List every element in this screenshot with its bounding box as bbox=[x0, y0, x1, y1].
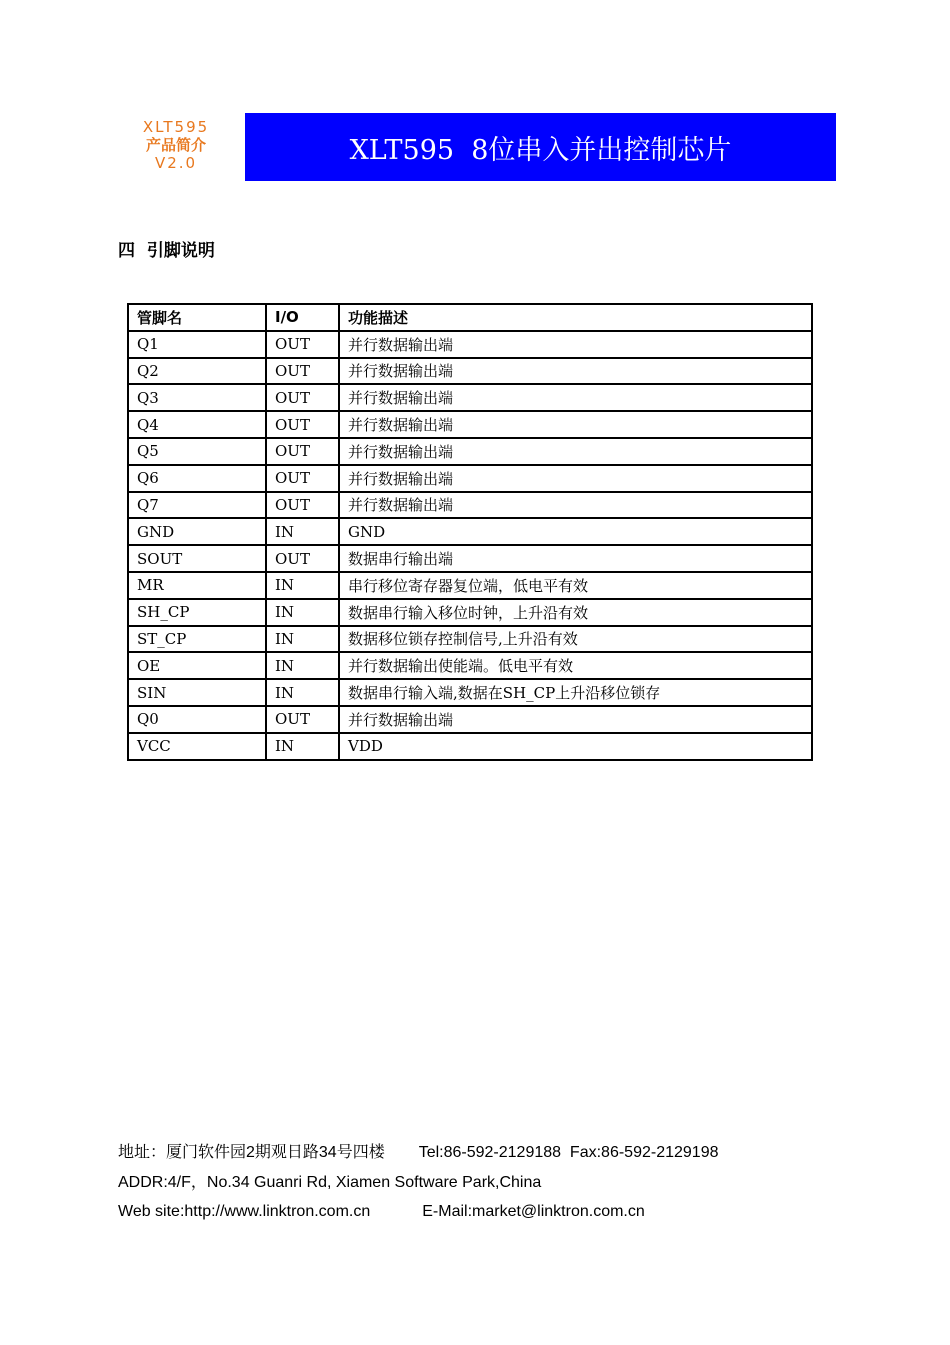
header-description: 功能描述 bbox=[339, 304, 812, 331]
footer-address-en: ADDR:4/F，No.34 Guanri Rd, Xiamen Software Park,China bbox=[118, 1173, 542, 1191]
pin-description: 并行数据输出端 bbox=[339, 492, 812, 519]
doc-label bbox=[120, 118, 232, 172]
pin-description: 并行数据输出使能端。低电平有效 bbox=[339, 652, 812, 679]
pin-io: IN bbox=[266, 599, 339, 626]
pin-name: Q6 bbox=[128, 465, 266, 492]
pin-name: Q1 bbox=[128, 331, 266, 358]
table-row bbox=[128, 733, 812, 760]
pin-io: OUT bbox=[266, 465, 339, 492]
table-row bbox=[128, 358, 812, 385]
pin-name: SOUT bbox=[128, 545, 266, 572]
table-row bbox=[128, 384, 812, 411]
pin-io: OUT bbox=[266, 384, 339, 411]
pin-description: 并行数据输出端 bbox=[339, 411, 812, 438]
pin-io: IN bbox=[266, 733, 339, 760]
pin-name: Q3 bbox=[128, 384, 266, 411]
pin-io: IN bbox=[266, 572, 339, 599]
pin-name: Q7 bbox=[128, 492, 266, 519]
pin-description: 并行数据输出端 bbox=[339, 465, 812, 492]
pin-name: Q4 bbox=[128, 411, 266, 438]
title-banner bbox=[245, 113, 836, 181]
pin-description: 数据串行输入移位时钟，上升沿有效 bbox=[339, 599, 812, 626]
pin-name: VCC bbox=[128, 733, 266, 760]
pin-description: 并行数据输出端 bbox=[339, 384, 812, 411]
doc-label-type: 产品简介 bbox=[145, 136, 206, 154]
pin-description: 并行数据输出端 bbox=[339, 358, 812, 385]
pin-io: OUT bbox=[266, 358, 339, 385]
section-heading: 四 引脚说明 bbox=[118, 241, 215, 261]
pin-io: OUT bbox=[266, 438, 339, 465]
pin-io: IN bbox=[266, 518, 339, 545]
table-row bbox=[128, 599, 812, 626]
footer-address-cn: 地址：厦门软件园2期观日路34号四楼 bbox=[118, 1144, 385, 1161]
table-row bbox=[128, 572, 812, 599]
table-row bbox=[128, 465, 812, 492]
doc-label-version: V2.0 bbox=[154, 154, 198, 172]
table-row bbox=[128, 492, 812, 519]
footer bbox=[118, 1138, 718, 1227]
pin-table bbox=[127, 303, 813, 761]
banner-title: XLT595 8位串入并出控制芯片 bbox=[349, 134, 732, 166]
pin-name: Q0 bbox=[128, 706, 266, 733]
pin-description: 并行数据输出端 bbox=[339, 438, 812, 465]
pin-description: VDD bbox=[339, 733, 812, 760]
pin-io: IN bbox=[266, 679, 339, 706]
table-row bbox=[128, 411, 812, 438]
pin-name: SIN bbox=[128, 679, 266, 706]
pin-io: IN bbox=[266, 652, 339, 679]
table-row bbox=[128, 545, 812, 572]
pin-io: IN bbox=[266, 626, 339, 653]
pin-description: 数据移位锁存控制信号,上升沿有效 bbox=[339, 626, 812, 653]
pin-description: 串行移位寄存器复位端，低电平有效 bbox=[339, 572, 812, 599]
footer-tel-fax: Tel:86-592-2129188 Fax:86-592-2129198 bbox=[418, 1144, 719, 1161]
table-header-row bbox=[128, 304, 812, 331]
table-row bbox=[128, 706, 812, 733]
footer-web-row bbox=[118, 1197, 718, 1227]
pin-io: OUT bbox=[266, 331, 339, 358]
pin-name: MR bbox=[128, 572, 266, 599]
pin-description: 并行数据输出端 bbox=[339, 706, 812, 733]
pin-name: Q2 bbox=[128, 358, 266, 385]
pin-description: 数据串行输入端,数据在SH_CP上升沿移位锁存 bbox=[339, 679, 812, 706]
pin-name: OE bbox=[128, 652, 266, 679]
header-pin-name: 管脚名 bbox=[128, 304, 266, 331]
table-row bbox=[128, 331, 812, 358]
pin-io: OUT bbox=[266, 545, 339, 572]
pin-description: 并行数据输出端 bbox=[339, 331, 812, 358]
pin-name: Q5 bbox=[128, 438, 266, 465]
table-row bbox=[128, 652, 812, 679]
pin-name: SH_CP bbox=[128, 599, 266, 626]
table-row bbox=[128, 518, 812, 545]
footer-website-link[interactable]: Web site:http://www.linktron.com.cn bbox=[118, 1203, 371, 1220]
pin-io: OUT bbox=[266, 492, 339, 519]
table-row bbox=[128, 626, 812, 653]
header-io: I/O bbox=[266, 304, 339, 331]
pin-io: OUT bbox=[266, 706, 339, 733]
pin-name: GND bbox=[128, 518, 266, 545]
pin-name: ST_CP bbox=[128, 626, 266, 653]
pin-io: OUT bbox=[266, 411, 339, 438]
footer-email-link[interactable]: E-Mail:market@linktron.com.cn bbox=[422, 1203, 645, 1220]
pin-description: 数据串行输出端 bbox=[339, 545, 812, 572]
table-row bbox=[128, 438, 812, 465]
table-row bbox=[128, 679, 812, 706]
pin-description: GND bbox=[339, 518, 812, 545]
footer-contact-row bbox=[118, 1138, 718, 1168]
doc-label-model: XLT595 bbox=[142, 118, 210, 136]
